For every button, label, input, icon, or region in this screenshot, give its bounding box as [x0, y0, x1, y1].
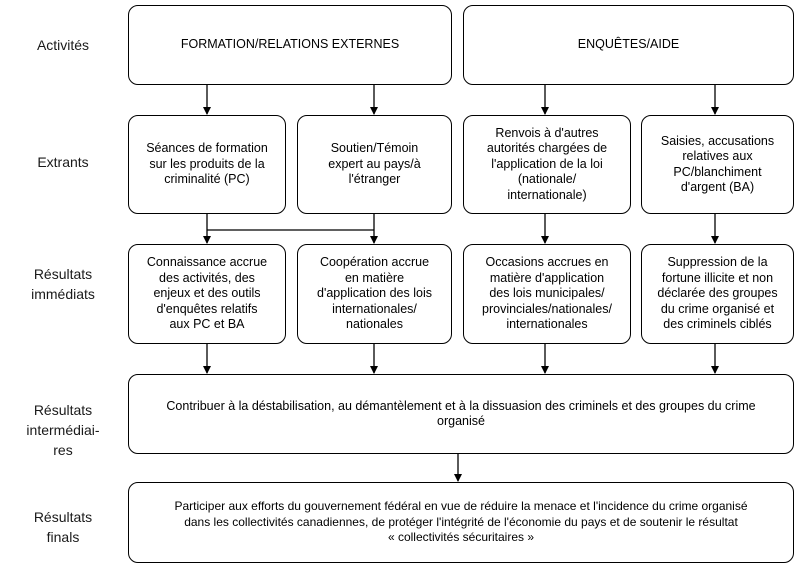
immediate-box-cooperation: Coopération accrue en matière d'application des lois internationales/ nationales — [297, 244, 452, 344]
immediate-box-opportunities: Occasions accrues en matière d'application des lois municipales/ provinciales/nationales/ internationales — [463, 244, 631, 344]
output-box-training-sessions: Séances de formation sur les produits de la criminalité (PC) — [128, 115, 286, 214]
row-label-outputs: Extrants — [37, 154, 89, 170]
row-label-activities: Activités — [36, 37, 90, 53]
output-box-expert-witness: Soutien/Témoin expert au pays/à l'étranger — [297, 115, 452, 214]
row-label-intermediate: Résultats intermédiai- res — [26, 402, 100, 458]
immediate-box-knowledge: Connaissance accrue des activités, des enjeux et des outils d'enquêtes relatifs aux PC et BA — [128, 244, 286, 344]
output-box-seizures: Saisies, accusations relatives aux PC/blanchiment d'argent (BA) — [641, 115, 794, 214]
intermediate-box: Contribuer à la déstabilisation, au démantèlement et à la dissuasion des criminels et des groupes du crime organisé — [128, 374, 794, 454]
immediate-box-suppression: Suppression de la fortune illicite et non déclarée des groupes du crime organisé et des criminels ciblés — [641, 244, 794, 344]
row-label-immediate: Résultats immédiats — [31, 266, 95, 302]
output-box-referrals: Renvois à d'autres autorités chargées de l'application de la loi (nationale/ internationale) — [463, 115, 631, 214]
row-label-final: Résultats finals — [33, 509, 93, 545]
activity-box-training: FORMATION/RELATIONS EXTERNES — [128, 5, 452, 85]
final-box: Participer aux efforts du gouvernement fédéral en vue de réduire la menace et l'incidence du crime organisé dans les collectivités canadiennes, de protéger l'intégrité de l'économie du pays et de soutenir le résultat « collectivités sécuritaires » — [128, 482, 794, 563]
activity-box-investigations: ENQUÊTES/AIDE — [463, 5, 794, 85]
